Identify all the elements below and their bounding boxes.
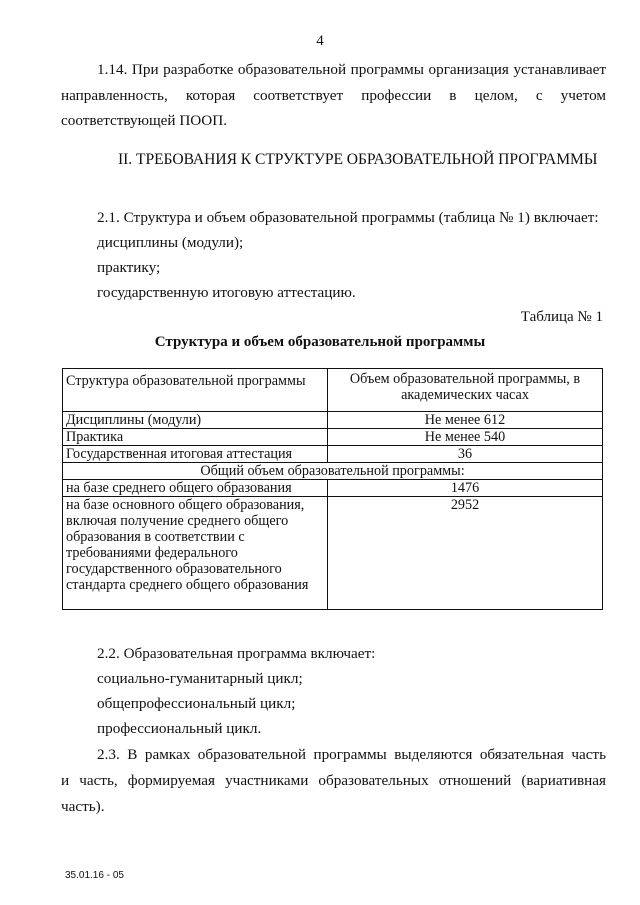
table-total-label: Общий объем образовательной программы: [63, 463, 603, 480]
para-1-14-line1: 1.14. При разработке образовательной программы организация устанавливает [97, 61, 606, 78]
list-item: государственную итоговую аттестацию. [97, 284, 356, 301]
table-row [63, 446, 603, 463]
table-row [63, 429, 603, 446]
table-cell-label: Государственная итоговая аттестация [63, 446, 328, 463]
table-cell-label: на базе среднего общего образования [63, 480, 328, 497]
table-header-cell: Структура образовательной программы [63, 369, 328, 412]
table-header-cell: Объем образовательной программы, в академических часах [328, 369, 603, 412]
list-item: дисциплины (модули); [97, 234, 244, 251]
footer-code: 35.01.16 - 05 [65, 870, 124, 881]
table-row [63, 463, 603, 480]
table-cell-value: 36 [328, 446, 603, 463]
table-cell-value: 2952 [328, 497, 603, 610]
table-cell-label: на базе основного общего образования, включая получение среднего общего образования в соответствии с требованиями федерального государственного образовательного стандарта среднего общего образования [63, 497, 328, 610]
table-row [63, 412, 603, 429]
table-cell-label: Практика [63, 429, 328, 446]
table-cell-value: 1476 [328, 480, 603, 497]
table-row [63, 497, 603, 610]
section-heading: II. ТРЕБОВАНИЯ К СТРУКТУРЕ ОБРАЗОВАТЕЛЬНОЙ ПРОГРАММЫ [118, 151, 598, 168]
para-2-2-intro: 2.2. Образовательная программа включает: [97, 645, 376, 662]
table-title: Структура и объем образовательной программы [154, 334, 486, 350]
para-2-3-line1: 2.3. В рамках образовательной программы выделяются обязательная часть [97, 746, 606, 763]
structure-table [62, 368, 603, 610]
para-2-3-line3: часть). [61, 798, 105, 815]
list-item: практику; [97, 259, 161, 276]
table-caption: Таблица № 1 [520, 309, 603, 325]
para-2-1-intro: 2.1. Структура и объем образовательной программы (таблица № 1) включает: [97, 209, 599, 226]
list-item: социально-гуманитарный цикл; [97, 670, 303, 687]
page-number: 4 [316, 33, 324, 49]
para-2-3-line2: и часть, формируемая участниками образовательных отношений (вариативная [61, 772, 606, 789]
table-cell-label: Дисциплины (модули) [63, 412, 328, 429]
table-cell-value: Не менее 540 [328, 429, 603, 446]
list-item: общепрофессиональный цикл; [97, 695, 296, 712]
para-1-14-line3: соответствующей ПООП. [61, 112, 228, 129]
para-1-14-line2: направленность, которая соответствует профессии в целом, с учетом [61, 87, 606, 104]
table-header-row [63, 369, 603, 412]
table-row [63, 480, 603, 497]
list-item: профессиональный цикл. [97, 720, 262, 737]
table-cell-value: Не менее 612 [328, 412, 603, 429]
